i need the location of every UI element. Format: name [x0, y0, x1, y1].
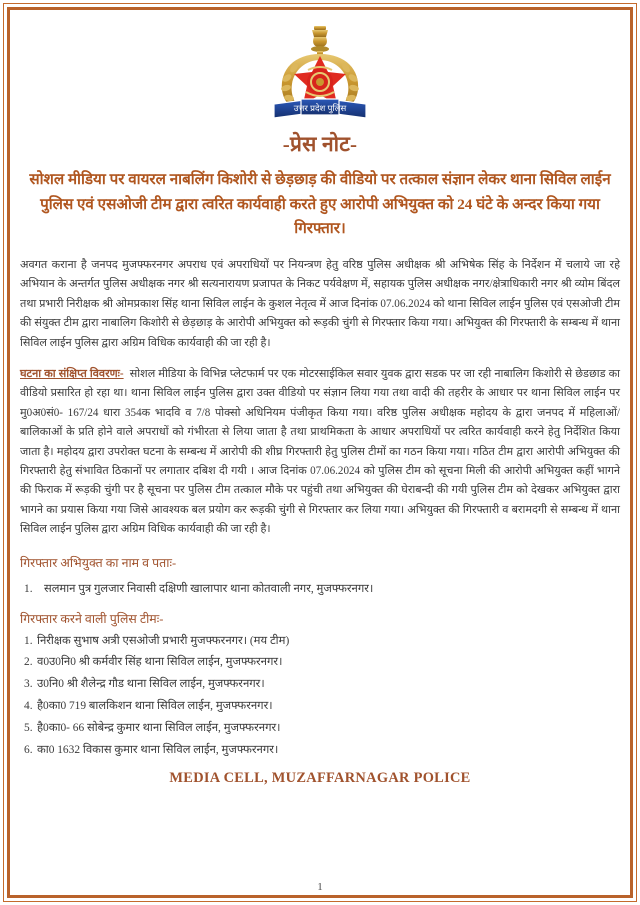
emblem-container [20, 20, 620, 128]
incident-paragraph [20, 365, 620, 540]
team-member: का0 1632 विकास कुमार थाना सिविल लाईन, मुजफ्फरनगर। [37, 743, 279, 756]
page-content [14, 12, 626, 893]
police-team-section-heading: गिरफ्तार करने वाली पुलिस टीमः- [20, 611, 164, 626]
list-item [24, 652, 620, 674]
accused-list [20, 580, 620, 600]
team-member: है0का0- 66 सोबेन्द्र कुमार थाना सिविल लाईन, मुजफ्फरनगर। [37, 722, 281, 735]
list-item [24, 696, 620, 718]
headline: सोशल मीडिया पर वायरल नाबलिंग किशोरी से छेड़छाड़ की वीडियो पर तत्काल संज्ञान लेकर थाना सिविल लाईन पुलिस एवं एसओजी टीम द्वारा त्वरित कार्यवाही करते हुए आरोपी अभियुक्त को 24 घंटे के अन्दर किया गया गिरफ्तार। [29, 171, 611, 238]
team-member: उ0नि0 श्री शैलेन्द्र गौड थाना सिविल लाईन, मुजफ्फरनगर। [37, 678, 265, 691]
list-item [24, 674, 620, 696]
police-team-list [20, 631, 620, 762]
emblem-ribbon [274, 99, 366, 118]
page-number: 1 [317, 881, 323, 893]
uttar-pradesh-police-emblem [268, 20, 372, 128]
list-item [24, 718, 620, 740]
accused-name-address: सलमान पुत्र गुलजार निवासी दक्षिणी खालापार थाना कोतवाली नगर, मुजफ्फरनगर। [44, 582, 374, 595]
list-item [24, 580, 620, 600]
list-item [24, 740, 620, 762]
team-member: निरीक्षक सुभाष अत्री एसओजी प्रभारी मुजफ्फरनगर। (मय टीम) [37, 634, 290, 647]
emblem-ribbon-text: उत्तर प्रदेश पुलिस [293, 103, 347, 113]
team-member: है0का0 719 बालकिशन थाना सिविल लाईन, मुजफ्फरनगर। [37, 700, 273, 713]
accused-section-heading: गिरफ्तार अभियुक्त का नाम व पताः- [20, 555, 177, 570]
intro-paragraph: अवगत कराना है जनपद मुजफ्फरनगर अपराध एवं अपराधियों पर नियन्त्रण हेतु वरिष्ठ पुलिस अधीक्षक श्री अभिषेक सिंह के निर्देशन में चलाये जा रहे अभियान के अन्तर्गत पुलिस अधीक्षक नगर श्री सत्यनारायण प्रजापत के निकट पर्यवेक्षण में, सहायक पुलिस अधीक्षक नगर/क्षेत्राधिकारी नगर श्री व्योम बिंदल तथा प्रभारी निरीक्षक श्री ओमप्रकाश सिंह थाना सिविल लाईन के कुशल नेतृत्व में आज दिनांक 07.06.2024 को थाना सिविल लाईन पुलिस एवं एसओजी टीम की संयुक्त टीम द्वारा नाबालिग किशोरी से छेड़छाड़ के आरोपी अभियुक्त को रूड़की चुंगी से गिरफ्तार किया गया। अभियुक्त की गिरफ्तारी के सम्बन्ध में थाना सिविल लाईन पुलिस द्वारा अग्रिम विधिक कार्यवाही की जा रही है। [20, 258, 620, 349]
ashoka-capital-icon [311, 26, 329, 56]
press-note-title: -प्रेस नोट- [282, 132, 358, 156]
media-cell-footer: MEDIA CELL, MUZAFFARNAGAR POLICE [169, 769, 471, 786]
list-item [24, 631, 620, 653]
incident-heading: घटना का संक्षिप्त विवरणः- [20, 367, 124, 380]
team-member: व0उ0नि0 श्री कर्मवीर सिंह थाना सिविल लाईन, मुजफ्फरनगर। [37, 656, 283, 669]
incident-paragraph-text: सोशल मीडिया के विभिन्न प्लेटफार्म पर एक मोटरसाईकिल सवार युवक द्वारा सडक पर जा रही नाबालिग किशोरी से छेडछाड का वीडियो प्रसारित हो रहा था। थाना सिविल लाईन पुलिस द्वारा उक्त वीडियो पर संज्ञान लिया गया तथा वादी की तहरीर के आधार पर थाना सिविल लाईन पर मु0अ0सं0- 167/24 धारा 354क भादवि व 7/8 पोक्सो अधिनियम पंजीकृत किया गया। वरिष्ठ पुलिस अधीक्षक महोदय के द्वारा जनपद में महिलाओं/बालिकाओं के प्रति होने वाले अपराधों को गंभीरता से लिया जाता है तथा प्राथमिकता के आधार अपराधियों पर त्वरित कार्यवाही करने हेतु निर्देशित किया जाता है। महोदय द्वारा उपरोक्त घटना के सम्बन्ध में आरोपी की शीघ्र गिरफ्तारी हेतु पुलिस टीमों का गठन किया गया। गठित टीम द्वारा आरोपी अभियुक्त की गिरफ्तारी हेतु संभावित ठिकानों पर लगातार दबिश दी गयी । आज दिनांक 07.06.2024 को पुलिस टीम को सूचना मिली की आरोपी अभियुक्त कहीं भागने की फिराक में रूड़की चुंगी पर है सूचना पर पुलिस टीम तत्काल मौके पर पहुंची तथा अभियुक्त की घेराबन्दी की गयी पुलिस टीम को देखकर अभियुक्त द्वारा भागने का प्रयास किया गया जिसे आवश्यक बल प्रयोग कर रूड़की चुंगी से गिरफ्तार कर लिया गया। अभियुक्त की गिरफ्तारी व बरामदगी से सम्बन्ध में थाना सिविल लाईन पुलिस द्वारा अग्रिम विधिक कार्यवाही की जा रही है। [20, 367, 621, 536]
